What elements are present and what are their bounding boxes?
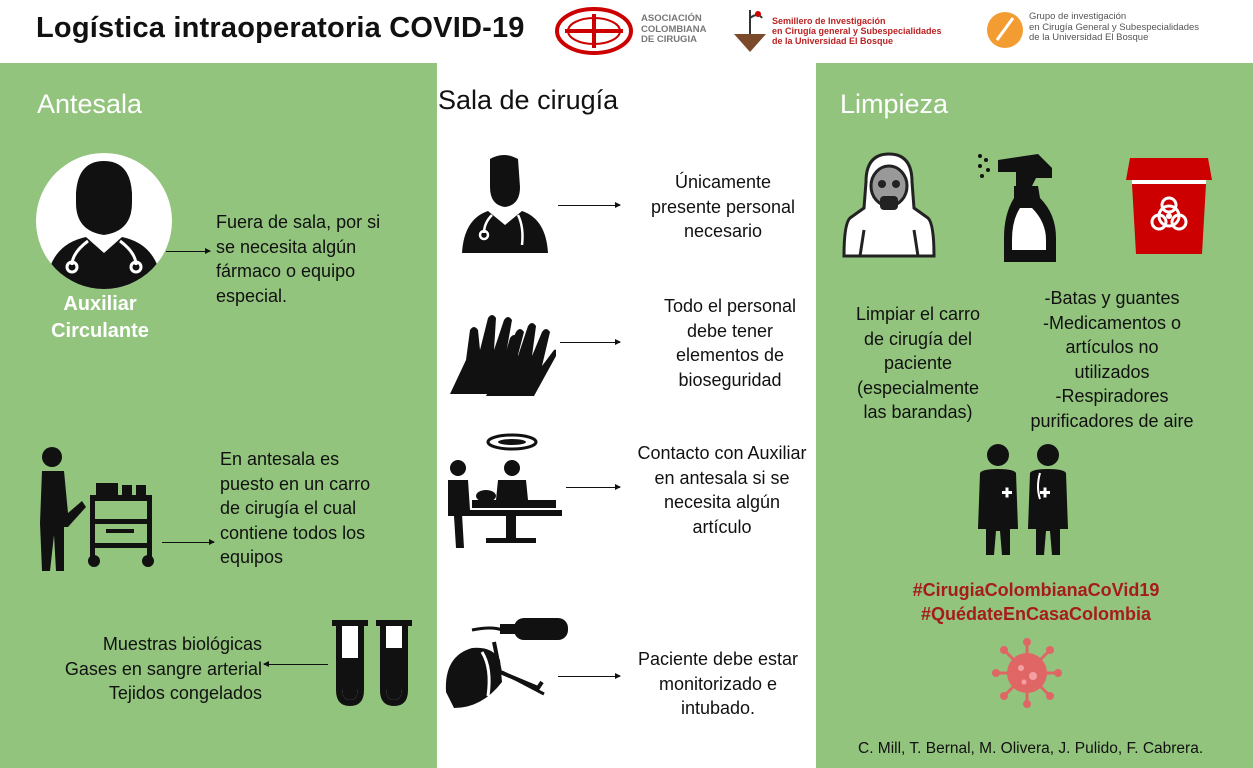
sala-item2-line: Todo el personal — [663, 296, 797, 316]
semillero-logo-line3: de la Universidad El Bosque — [772, 36, 894, 46]
limpieza-item2-line: purificadores de aire — [1030, 410, 1194, 431]
sala-item3-line: Contacto con Auxiliar — [637, 443, 807, 463]
grupo-logo — [985, 8, 1235, 58]
antesala-item3 — [20, 632, 262, 706]
antesala-item2-line: equipos — [220, 547, 284, 567]
arrow-bioseguridad — [560, 342, 620, 343]
antesala-item1-line: se necesita algún — [216, 236, 357, 257]
limpieza-item1-line: (especialmente — [856, 377, 980, 398]
limpieza-item1-line: Limpiar el carro — [855, 304, 981, 324]
spray-bottle-icon — [976, 150, 1060, 262]
grupo-logo-line3: de la Universidad El Bosque — [1029, 32, 1149, 43]
antesala-item2-line: contiene todos los — [220, 522, 366, 543]
gloves-icon — [446, 310, 556, 396]
limpieza-item2-line: artículos no — [1065, 337, 1159, 357]
limpieza-item2-line: -Medicamentos o — [1042, 312, 1182, 333]
sala-item1-line: necesario — [683, 221, 763, 241]
antesala-item2-line: En antesala es — [220, 449, 340, 469]
test-tubes-icon — [330, 618, 416, 710]
acc-logo-line3: DE CIRUGIA — [641, 34, 697, 45]
sala-item2-line: elementos de — [675, 345, 785, 365]
role-label-line2: Circulante — [51, 320, 149, 342]
limpieza-item1 — [838, 302, 998, 425]
antesala-heading: Antesala — [37, 89, 143, 119]
sala-item2 — [630, 294, 830, 392]
doctor-icon — [460, 153, 550, 253]
sala-item2-line: bioseguridad — [678, 369, 782, 390]
arrow-cart — [162, 542, 214, 543]
surgical-cart-icon — [34, 443, 158, 573]
acc-logo-line2: COLOMBIANA — [641, 23, 707, 35]
sala-item4 — [622, 647, 814, 721]
semillero-logo — [732, 6, 962, 58]
sala-item4-line: intubado. — [680, 698, 756, 718]
antesala-item3-line: Tejidos congelados — [108, 683, 262, 703]
sala-item3-line: en antesala si se — [654, 467, 790, 488]
limpieza-item2 — [1010, 286, 1214, 433]
doctor-avatar-icon — [36, 153, 172, 289]
limpieza-item1-line: las barandas) — [863, 402, 973, 422]
limpieza-item2-line: -Batas y guantes — [1044, 288, 1180, 308]
grupo-logo-line2: en Cirugía General y Subespecialidades — [1029, 21, 1200, 33]
page-title: Logística intraoperatoria COVID-19 — [36, 12, 525, 44]
limpieza-heading: Limpieza — [840, 89, 949, 119]
hashtags — [856, 578, 1216, 626]
medical-staff-icon — [976, 443, 1072, 557]
semillero-logo-line2: en Cirugía general y Subespecialidades — [772, 26, 942, 36]
arrow-contacto — [566, 487, 620, 488]
antesala-item3-line: Muestras biológicas — [102, 634, 262, 654]
authors: C. Mill, T. Bernal, M. Olivera, J. Pulido, F. Cabrera. — [858, 740, 1204, 757]
sala-item1-line: presente personal — [650, 196, 796, 217]
arrow-intubado — [558, 676, 620, 677]
sala-item4-line: monitorizado e — [658, 673, 778, 694]
semillero-logo-icon — [732, 6, 768, 54]
role-label — [20, 291, 180, 345]
operating-room-icon — [442, 430, 566, 550]
hazmat-suit-icon — [842, 152, 936, 258]
antesala-item2-line: de cirugía el cual — [220, 498, 357, 518]
acc-logo-icon — [555, 6, 637, 56]
sala-item1 — [625, 170, 821, 244]
antesala-item1-line: Fuera de sala, por si — [216, 212, 381, 232]
grupo-logo-icon — [985, 10, 1025, 50]
role-label-line1: Auxiliar — [63, 293, 137, 315]
limpieza-item2-line: utilizados — [1074, 361, 1150, 382]
sala-item1-line: Únicamente — [674, 172, 772, 192]
arrow-samples — [264, 664, 328, 665]
hashtag-quedate: #QuédateEnCasaColombia — [920, 604, 1152, 624]
sala-item3-line: artículo — [692, 516, 752, 537]
limpieza-item1-line: de cirugía del — [863, 328, 973, 349]
virus-icon — [992, 638, 1062, 708]
acc-logo — [555, 6, 705, 58]
grupo-logo-line1: Grupo de investigación — [1029, 11, 1127, 22]
antesala-item2 — [220, 447, 430, 570]
sala-item4-line: Paciente debe estar — [637, 649, 799, 669]
arrow-personal — [558, 205, 620, 206]
limpieza-item2-line: -Respiradores — [1055, 386, 1169, 406]
antesala-item3-line: Gases en sangre arterial — [64, 658, 262, 679]
sala-item3 — [623, 441, 821, 539]
antesala-item1-line: fármaco o equipo — [216, 261, 356, 281]
intubation-icon — [442, 612, 572, 712]
antesala-item1 — [216, 210, 426, 308]
antesala-item2-line: puesto en un carro — [220, 473, 371, 494]
sala-item3-line: necesita algún — [663, 492, 781, 512]
limpieza-item1-line: paciente — [883, 353, 953, 373]
antesala-item1-line: especial. — [216, 285, 288, 306]
arrow-auxiliar — [166, 251, 210, 252]
biohazard-bin-icon — [1126, 154, 1212, 256]
sala-item2-line: debe tener — [686, 320, 774, 341]
hashtag-cirugia: #CirugiaColombianaCoVid19 — [912, 580, 1160, 600]
semillero-logo-line1: Semillero de Investigación — [772, 16, 886, 26]
sala-heading: Sala de cirugía — [438, 85, 619, 115]
acc-logo-line1: ASOCIACIÓN — [641, 13, 702, 24]
